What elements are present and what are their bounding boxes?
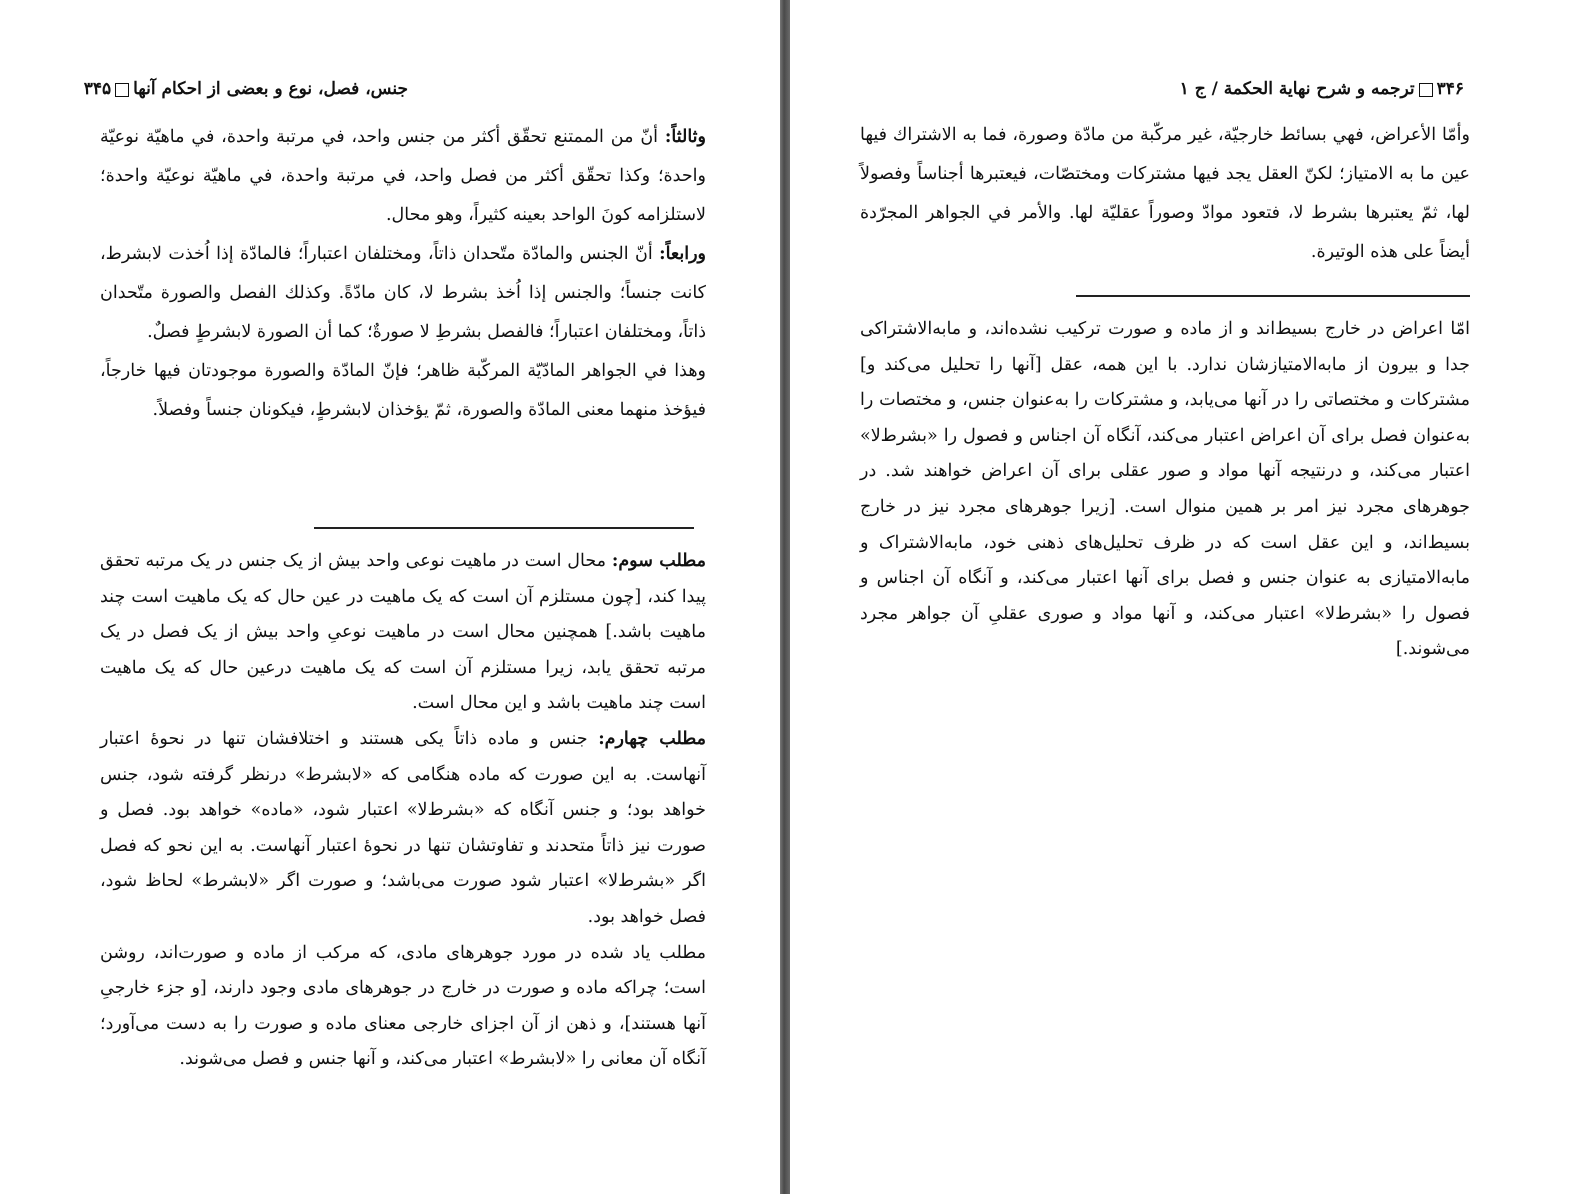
- paragraph: [860, 312, 1470, 668]
- paragraph-text: وأمّا الأعراض، فهي بسائط خارجيّة، غير مركّبة من مادّة وصورة، فما به الاشتراك فيها عين ما به الامتياز؛ لكنّ العقل يجد فيها مشتركات ومختصّات، فيعتبرها أجناساً وفصولاً لها، ثمّ يعتبرها بشرط لا، فتعود موادّ وصوراً عقليّة لها. والأمر في الجواهر المجرّدة أيضاً على هذه الوتيرة.: [860, 125, 1470, 262]
- persian-translation: [100, 544, 706, 1078]
- paragraph: [100, 936, 706, 1078]
- paragraph-text: أنّ من الممتنع تحقّق أكثر من جنس واحد، في مرتبة واحدة، في ماهيّة نوعيّة واحدة؛ وكذا تحقّق أكثر من فصل واحد، في مرتبة واحدة، في ماهيّة نوعيّة واحدة؛ لاستلزامه كونَ الواحد بعينه كثيراً، وهو محال.: [100, 127, 706, 225]
- separator-rule: [1076, 295, 1470, 297]
- running-header: [83, 78, 408, 100]
- paragraph: [860, 116, 1470, 272]
- paragraph: [100, 722, 706, 936]
- header-title: ترجمه و شرح نهاية الحكمة / ج ۱: [1179, 79, 1415, 99]
- paragraph-text: جنس و ماده ذاتاً یکی هستند و اختلافشان تنها در نحوهٔ اعتبار آنهاست. به این صورت که ماده هنگامی که «لابشرط» درنظر گرفته شود، جنس خواهد بود؛ و جنس آنگاه که «بشرط‌لا» اعتبار شود، «ماده» خواهد بود. فصل و صورت نیز ذاتاً متحدند و تفاوتشان تنها در نحوهٔ اعتبار آنهاست. به این نحو که فصل اگر «بشرط‌لا» اعتبار شود صورت می‌باشد؛ و صورت اگر «لابشرط» لحاظ شود، فصل خواهد بود.: [100, 728, 706, 927]
- running-header: [1180, 78, 1464, 100]
- paragraph-label: وثالثاً:: [664, 127, 706, 147]
- paragraph: [100, 118, 706, 235]
- paragraph-text: وهذا في الجواهر المادّيّة المركّبة ظاهر؛ فإنّ المادّة والصورة موجودتان فيها خارجاً، فيؤخذ منهما معنى المادّة والصورة، ثمّ يؤخذان لابشرطٍ، فيكونان جنساً وفصلاً.: [100, 361, 706, 420]
- paragraph-text: أنّ الجنس والمادّة متّحدان ذاتاً، ومختلفان اعتباراً؛ فالمادّة إذا اُخذت لابشرط، كانت جنساً؛ والجنس إذا اُخذ بشرط لا، كان مادّةً. وكذلك الفصل والصورة متّحدان ذاتاً، ومختلفان اعتباراً؛ فالفصل بشرطِ لا صورةٌ؛ كما أن الصورة لابشرطٍ فصلٌ.: [100, 244, 706, 342]
- persian-translation: [860, 312, 1470, 668]
- arabic-text: [860, 116, 1470, 272]
- paragraph-text: محال است در ماهیت نوعی واحد بیش از یک جنس در یک مرتبه تحقق پیدا کند، [چون مستلزم آن است که یک ماهیت در عین حال که یک ماهیت است چند ماهیت باشد.] همچنین محال است در ماهیت نوعیِ واحد بیش از یک فصل در یک مرتبه تحقق یابد، زیرا مستلزم آن است که یک ماهیت درعین حال که یک ماهیت است چند ماهیت باشد و این محال است.: [100, 551, 706, 714]
- right-page: [790, 0, 1582, 1194]
- page-number: ۳۴۶: [1436, 79, 1464, 99]
- paragraph: [100, 235, 706, 352]
- left-page: [0, 0, 780, 1194]
- header-box-icon: [115, 83, 129, 97]
- paragraph: [100, 544, 706, 722]
- paragraph: [100, 352, 706, 430]
- page-number: ۳۴۵: [83, 79, 112, 99]
- paragraph-text: امّا اعراض در خارج بسیط‌اند و از ماده و صورت ترکیب نشده‌اند، و مابه‌الاشتراکی جدا و بیرون از مابه‌الامتیازشان ندارد. با این همه، عقل [آنها را تحلیل می‌کند و] مشترکات و مختصاتی را در آنها می‌یابد، و مشترکات را به‌عنوان جنس، و مختصات را به‌عنوان فصل برای آن اعراض اعتبار می‌کند، آنگاه آن اجناس و فصول را «بشرط‌لا» اعتبار می‌کند، و درنتیجه آنها مواد و صور عقلی برای آن اعراض خواهند شد. در جوهرهای مجرد نیز امر بر همین منوال است. [زیرا جوهرهای مجرد نیز در خارج بسیط‌اند، و این عقل است که در ظرف تحلیل‌های ذهنی خود، مابه‌الاشتراک و مابه‌الامتیازی به عنوان جنس و فصل برای آنها اعتبار می‌کند، و آنگاه آن اجناس و فصول را «بشرط‌لا» اعتبار می‌کند، و آنها مواد و صوری عقلیِ آن جواهر مجرد می‌شوند.]: [860, 319, 1470, 660]
- book-spine: [780, 0, 790, 1194]
- paragraph-label: مطلب چهارم:: [598, 728, 706, 749]
- paragraph-text: مطلب یاد شده در مورد جوهرهای مادی، که مرکب از ماده و صورت‌اند، روشن است؛ چراکه ماده و صورت در خارج در جوهرهای مادی وجود دارند، [و جزء خارجیِ آنها هستند]، و ذهن از آن اجزای خارجی معنای ماده و صورت را به دست می‌آورد؛ آنگاه آن معانی را «لابشرط» اعتبار می‌کند، و آنها جنس و فصل می‌شوند.: [100, 942, 706, 1070]
- header-box-icon: [1419, 83, 1433, 97]
- separator-rule: [314, 527, 694, 529]
- paragraph-label: ورابعاً:: [659, 244, 706, 264]
- arabic-text: [100, 118, 706, 430]
- header-title: جنس، فصل، نوع و بعضی از احکام آنها: [133, 79, 408, 99]
- paragraph-label: مطلب سوم:: [611, 551, 706, 571]
